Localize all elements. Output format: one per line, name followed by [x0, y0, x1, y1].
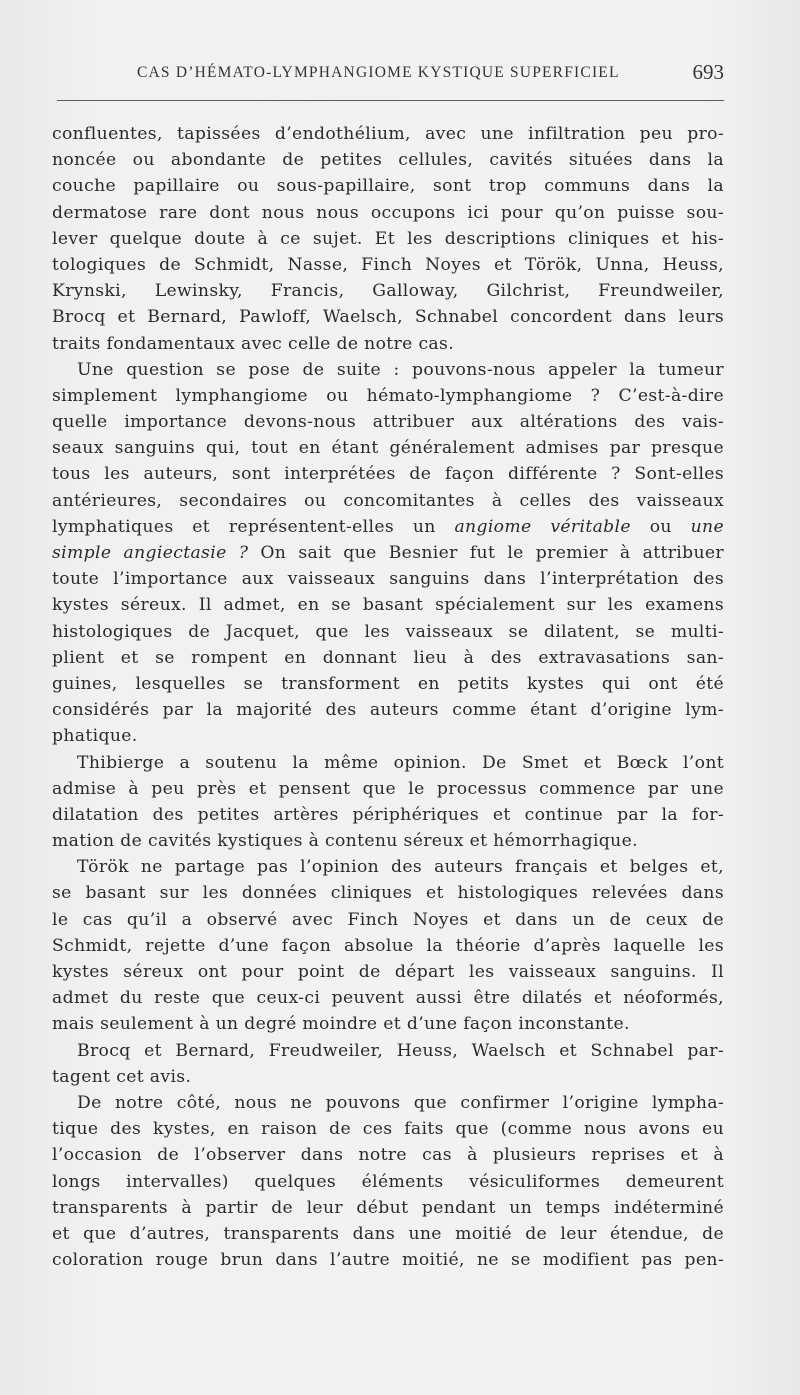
text-line: Brocq et Bernard, Freudweiler, Heuss, Waelsch et Schnabel par-	[77, 1040, 724, 1061]
text-line: phatique.	[52, 726, 138, 747]
text-line: mais seulement à un degré moindre et d’une façon inconstante.	[52, 1014, 630, 1035]
text-line: dilatation des petites artères périphériques et continue par la for-	[52, 804, 724, 825]
text-line: admise à peu près et pensent que le processus commence par une	[52, 778, 724, 799]
paragraph-2	[52, 357, 724, 750]
italic-term: une	[690, 516, 724, 537]
text-line: quelle importance devons-nous attribuer aux altérations des vais-	[52, 412, 724, 433]
paragraph-3	[52, 750, 724, 855]
text-line: longs intervalles) quelques éléments vésiculiformes demeurent	[52, 1171, 724, 1192]
text-line: Brocq et Bernard, Pawloff, Waelsch, Schnabel concordent dans leurs	[52, 307, 724, 328]
text-line: et que d’autres, transparents dans une moitié de leur étendue, de	[52, 1223, 724, 1244]
text-line: toute l’importance aux vaisseaux sanguins dans l’interprétation des	[52, 569, 724, 590]
body-text	[52, 121, 724, 1273]
text-line: tagent cet avis.	[52, 1066, 192, 1087]
text-line: transparents à partir de leur début pendant un temps indéterminé	[52, 1197, 724, 1218]
text-line: Une question se pose de suite : pouvons-nous appeler la tumeur	[77, 359, 724, 380]
text-line: kystes séreux. Il admet, en se basant spécialement sur les examens	[52, 595, 724, 616]
text-line: tologiques de Schmidt, Nasse, Finch Noyes et Török, Unna, Heuss,	[52, 254, 724, 275]
paragraph-6	[52, 1090, 724, 1273]
text-line: tous les auteurs, sont interprétées de façon différente ? Sont-elles	[52, 464, 724, 485]
text-line: mation de cavités kystiques à contenu séreux et hémorrhagique.	[52, 831, 638, 852]
text-line: confluentes, tapissées d’endothélium, avec une infiltration peu pro-	[52, 124, 724, 144]
text-run: On sait que Besnier fut le premier à attribuer	[248, 543, 724, 563]
paragraph-5	[52, 1038, 724, 1090]
text-line: histologiques de Jacquet, que les vaisseaux se dilatent, se multi-	[52, 621, 724, 642]
text-run: ou	[630, 516, 691, 537]
text-line: couche papillaire ou sous-papillaire, sont trop communs dans la	[52, 176, 724, 197]
text-line: simplement lymphangiome ou hémato-lymphangiome ? C’est-à-dire	[52, 385, 724, 406]
text-line-with-italic	[52, 540, 724, 566]
text-line: seaux sanguins qui, tout en étant généralement admises par presque	[52, 438, 724, 459]
running-title: CAS D’HÉMATO-LYMPHANGIOME KYSTIQUE SUPERFICIEL	[137, 64, 620, 81]
text-line: kystes séreux ont pour point de départ les vaisseaux sanguins. Il	[52, 962, 724, 982]
text-line: guines, lesquelles se transforment en petits kystes qui ont été	[52, 673, 724, 694]
text-line: dermatose rare dont nous nous occupons ici pour qu’on puisse sou-	[52, 202, 724, 223]
text-line: Török ne partage pas l’opinion des auteurs français et belges et,	[77, 857, 724, 878]
paragraph-4	[52, 854, 724, 1037]
italic-term: simple angiectasie ?	[52, 543, 249, 563]
text-line: coloration rouge brun dans l’autre moitié, ne se modifient pas pen-	[52, 1250, 724, 1271]
italic-term: angiome véritable	[454, 516, 631, 537]
page-header	[57, 60, 724, 90]
text-line: plient et se rompent en donnant lieu à des extravasations san-	[52, 647, 724, 668]
text-line: considérés par la majorité des auteurs comme étant d’origine lym-	[52, 700, 724, 721]
text-line: le cas qu’il a observé avec Finch Noyes et dans un de ceux de	[52, 909, 724, 930]
text-line: tique des kystes, en raison de ces faits que (comme nous avons eu	[52, 1119, 724, 1140]
text-line: noncée ou abondante de petites cellules, cavités situées dans la	[52, 150, 724, 171]
text-line: l’occasion de l’observer dans notre cas à plusieurs reprises et à	[52, 1145, 724, 1166]
text-line: Krynski, Lewinsky, Francis, Galloway, Gilchrist, Freundweiler,	[52, 281, 724, 302]
text-line: traits fondamentaux avec celle de notre cas.	[52, 333, 455, 354]
text-line: lever quelque doute à ce sujet. Et les descriptions cliniques et his-	[52, 228, 724, 249]
page-number: 693	[692, 60, 724, 84]
text-line: admet du reste que ceux-ci peuvent aussi être dilatés et néoformés,	[52, 988, 724, 1009]
paragraph-1	[52, 121, 724, 357]
text-line: se basant sur les données cliniques et histologiques relevées dans	[52, 883, 724, 904]
text-line-with-italic	[52, 514, 724, 540]
text-run: lymphatiques et représentent-elles un	[52, 516, 455, 537]
header-rule	[57, 100, 724, 101]
text-line: Schmidt, rejette d’une façon absolue la théorie d’après laquelle les	[52, 935, 724, 956]
text-line: antérieures, secondaires ou concomitantes à celles des vaisseaux	[52, 490, 724, 511]
text-line: Thibierge a soutenu la même opinion. De Smet et Bœck l’ont	[77, 752, 724, 773]
text-line: De notre côté, nous ne pouvons que confirmer l’origine lympha-	[77, 1092, 724, 1113]
